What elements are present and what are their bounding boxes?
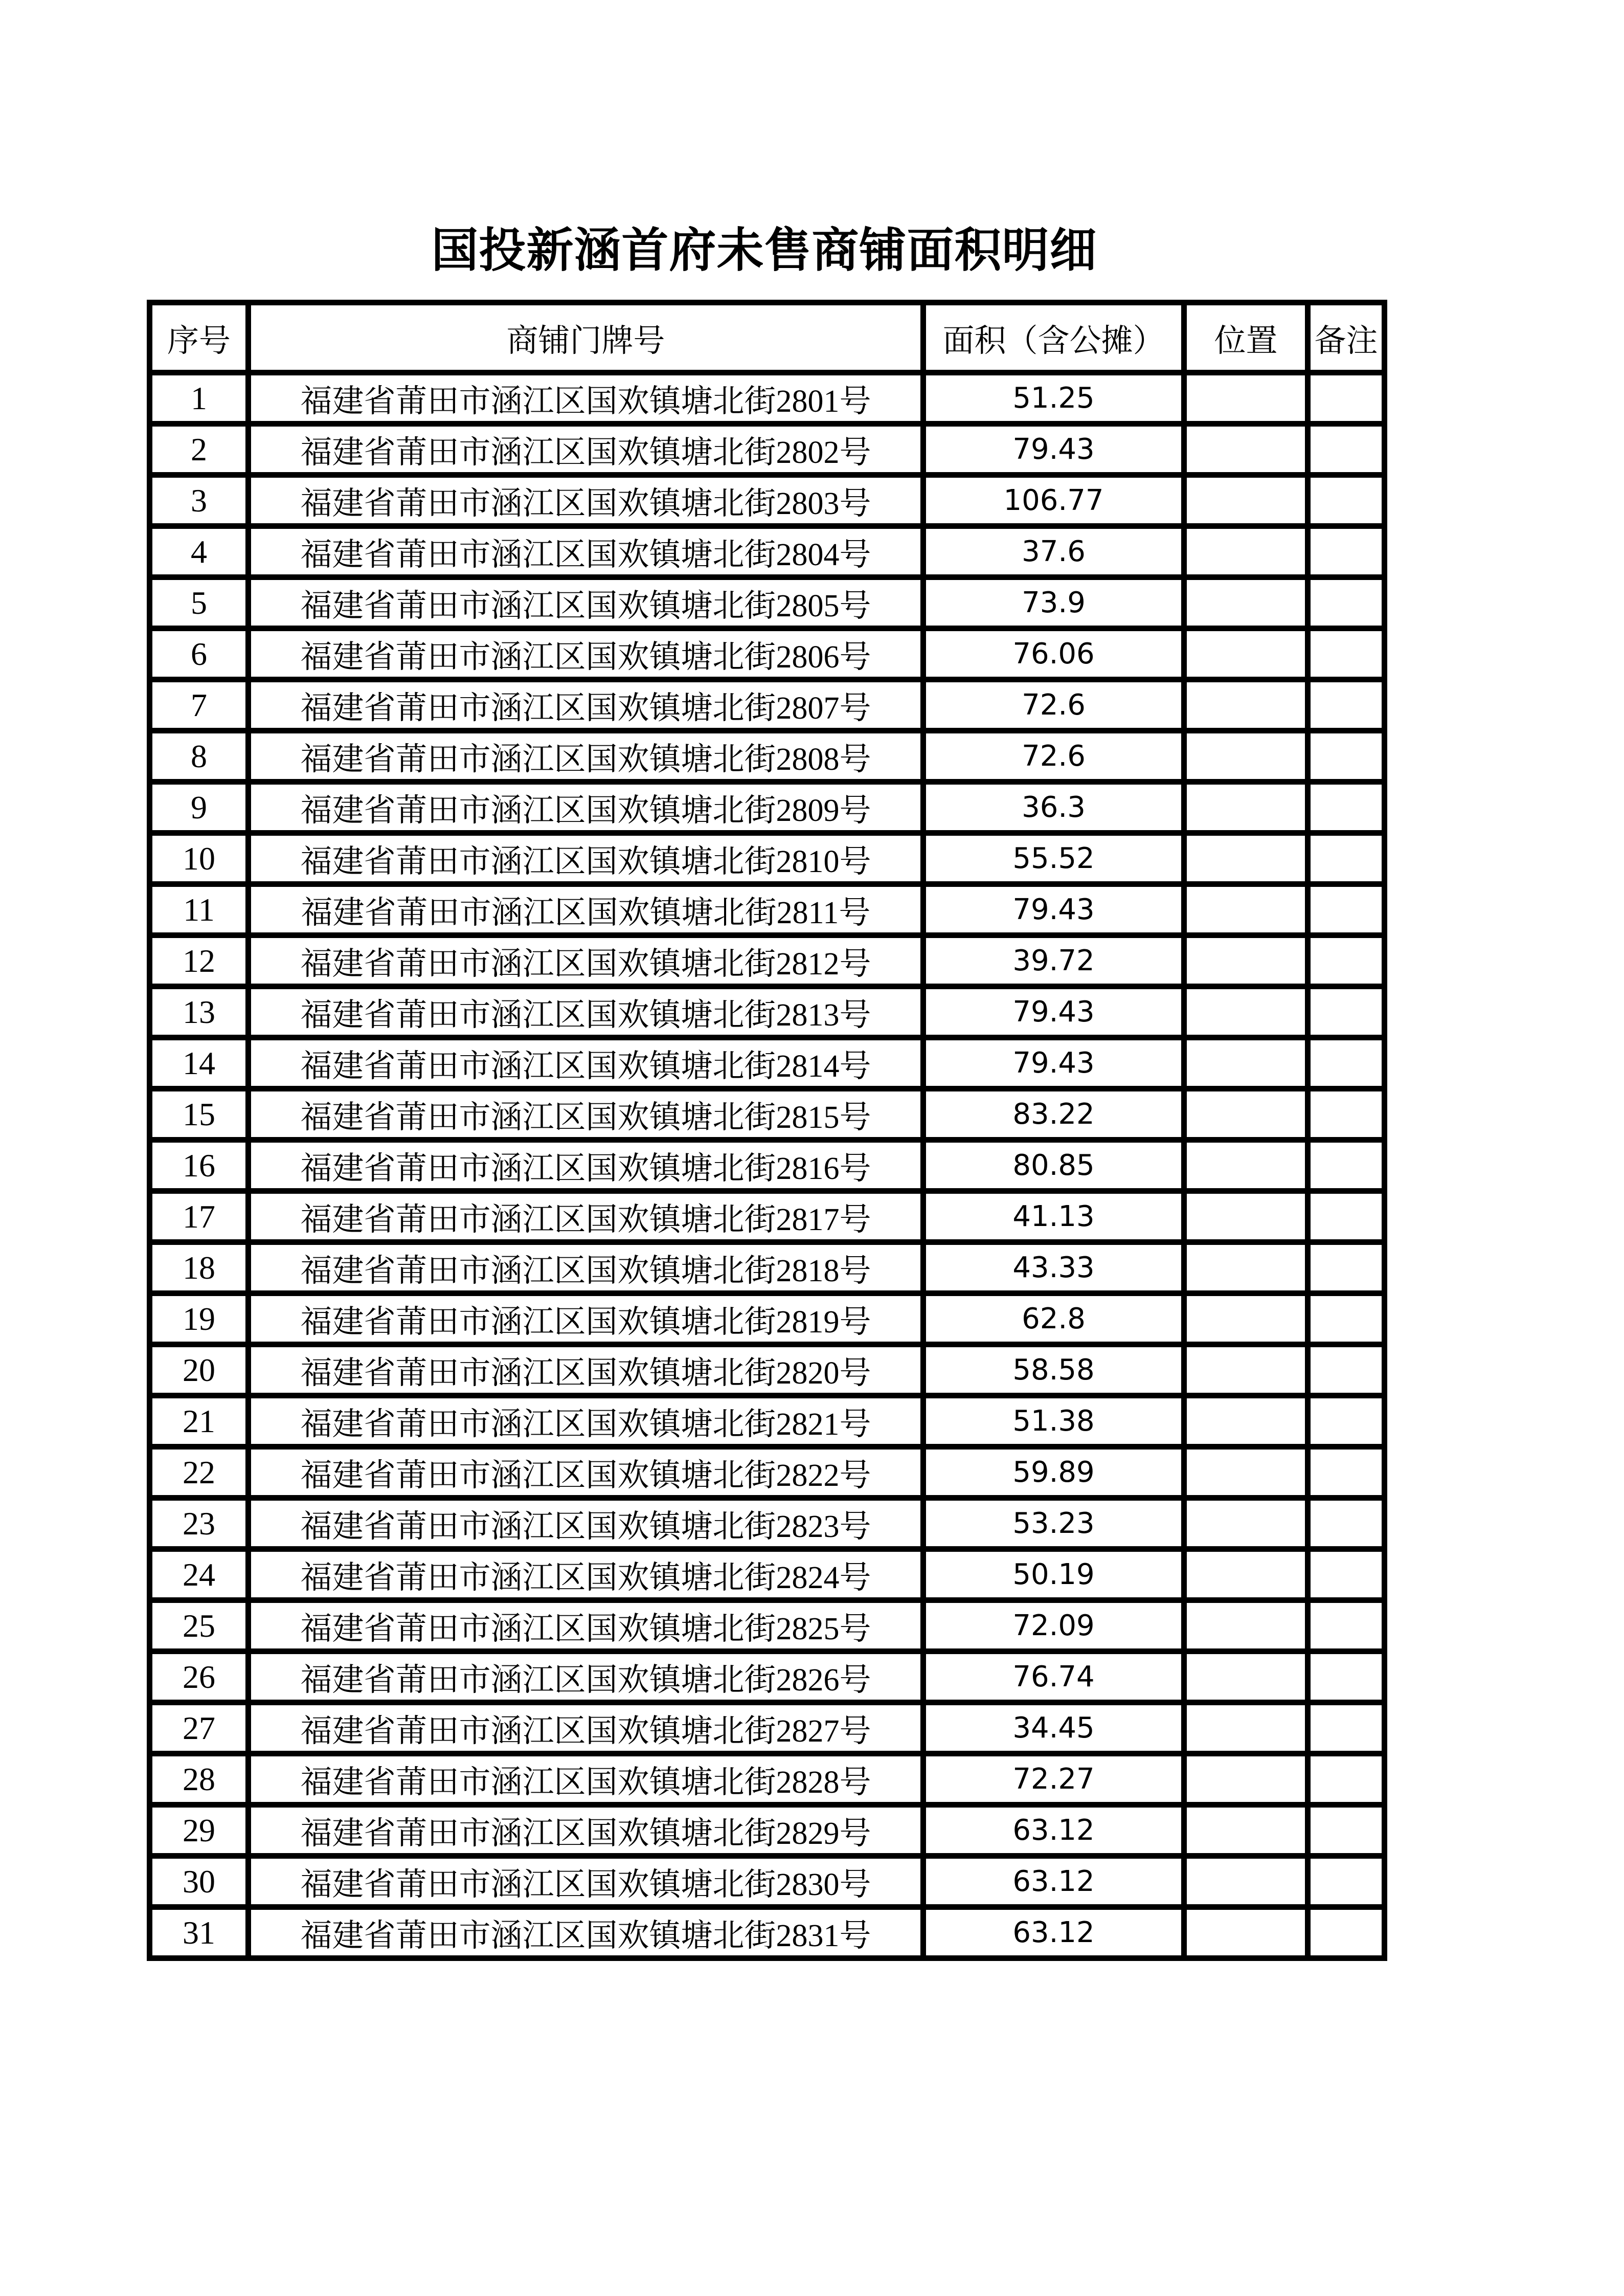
cell-location [1184, 526, 1308, 577]
cell-area: 83.22 [923, 1089, 1184, 1140]
cell-seq: 10 [150, 833, 249, 884]
cell-address: 福建省莆田市涵江区国欢镇塘北街2814号 [249, 1038, 923, 1089]
table-row [150, 1549, 1385, 1600]
cell-location [1184, 1294, 1308, 1345]
cell-address: 福建省莆田市涵江区国欢镇塘北街2815号 [249, 1089, 923, 1140]
cell-location [1184, 1396, 1308, 1447]
cell-location [1184, 629, 1308, 680]
cell-address: 福建省莆田市涵江区国欢镇塘北街2826号 [249, 1652, 923, 1703]
cell-location [1184, 1498, 1308, 1549]
cell-seq: 27 [150, 1703, 249, 1754]
cell-address: 福建省莆田市涵江区国欢镇塘北街2818号 [249, 1242, 923, 1294]
cell-remark [1308, 1089, 1385, 1140]
cell-seq: 16 [150, 1140, 249, 1191]
cell-remark [1308, 1345, 1385, 1396]
cell-area: 62.8 [923, 1294, 1184, 1345]
cell-address: 福建省莆田市涵江区国欢镇塘北街2816号 [249, 1140, 923, 1191]
table-row [150, 1345, 1385, 1396]
cell-address: 福建省莆田市涵江区国欢镇塘北街2806号 [249, 629, 923, 680]
cell-area: 53.23 [923, 1498, 1184, 1549]
cell-seq: 18 [150, 1242, 249, 1294]
table-row [150, 935, 1385, 987]
cell-remark [1308, 1242, 1385, 1294]
cell-seq: 8 [150, 731, 249, 782]
cell-remark [1308, 577, 1385, 629]
cell-area: 51.38 [923, 1396, 1184, 1447]
cell-seq: 4 [150, 526, 249, 577]
cell-location [1184, 935, 1308, 987]
cell-location [1184, 1805, 1308, 1856]
cell-seq: 6 [150, 629, 249, 680]
cell-location [1184, 373, 1308, 424]
cell-seq: 22 [150, 1447, 249, 1498]
table-row [150, 424, 1385, 475]
cell-area: 51.25 [923, 373, 1184, 424]
cell-seq: 11 [150, 884, 249, 935]
cell-seq: 15 [150, 1089, 249, 1140]
cell-address: 福建省莆田市涵江区国欢镇塘北街2828号 [249, 1754, 923, 1805]
cell-location [1184, 1345, 1308, 1396]
cell-area: 80.85 [923, 1140, 1184, 1191]
cell-address: 福建省莆田市涵江区国欢镇塘北街2822号 [249, 1447, 923, 1498]
cell-seq: 21 [150, 1396, 249, 1447]
cell-seq: 29 [150, 1805, 249, 1856]
cell-area: 79.43 [923, 987, 1184, 1038]
cell-seq: 23 [150, 1498, 249, 1549]
cell-address: 福建省莆田市涵江区国欢镇塘北街2812号 [249, 935, 923, 987]
cell-remark [1308, 1140, 1385, 1191]
cell-location [1184, 1549, 1308, 1600]
cell-address: 福建省莆田市涵江区国欢镇塘北街2808号 [249, 731, 923, 782]
cell-seq: 28 [150, 1754, 249, 1805]
cell-remark [1308, 1856, 1385, 1907]
cell-area: 72.09 [923, 1600, 1184, 1652]
table-row [150, 833, 1385, 884]
table-row [150, 1498, 1385, 1549]
table-row [150, 577, 1385, 629]
cell-remark [1308, 1754, 1385, 1805]
table-row [150, 475, 1385, 526]
cell-seq: 13 [150, 987, 249, 1038]
cell-area: 37.6 [923, 526, 1184, 577]
table-row [150, 1907, 1385, 1958]
cell-address: 福建省莆田市涵江区国欢镇塘北街2825号 [249, 1600, 923, 1652]
cell-location [1184, 577, 1308, 629]
table-row [150, 1396, 1385, 1447]
cell-seq: 2 [150, 424, 249, 475]
header-remark: 备注 [1308, 303, 1385, 373]
cell-seq: 5 [150, 577, 249, 629]
table-row [150, 1294, 1385, 1345]
cell-location [1184, 1703, 1308, 1754]
cell-remark [1308, 1038, 1385, 1089]
table-row [150, 1447, 1385, 1498]
cell-location [1184, 782, 1308, 833]
table-row [150, 1652, 1385, 1703]
table-row [150, 680, 1385, 731]
cell-area: 76.06 [923, 629, 1184, 680]
cell-area: 58.58 [923, 1345, 1184, 1396]
cell-location [1184, 1907, 1308, 1958]
shops-table [147, 300, 1387, 1961]
cell-address: 福建省莆田市涵江区国欢镇塘北街2824号 [249, 1549, 923, 1600]
cell-address: 福建省莆田市涵江区国欢镇塘北街2830号 [249, 1856, 923, 1907]
cell-seq: 17 [150, 1191, 249, 1242]
cell-remark [1308, 680, 1385, 731]
cell-remark [1308, 1600, 1385, 1652]
table-row [150, 1191, 1385, 1242]
table-row [150, 526, 1385, 577]
cell-area: 34.45 [923, 1703, 1184, 1754]
cell-address: 福建省莆田市涵江区国欢镇塘北街2805号 [249, 577, 923, 629]
cell-address: 福建省莆田市涵江区国欢镇塘北街2804号 [249, 526, 923, 577]
table-row [150, 884, 1385, 935]
cell-remark [1308, 424, 1385, 475]
cell-remark [1308, 373, 1385, 424]
cell-location [1184, 731, 1308, 782]
cell-area: 76.74 [923, 1652, 1184, 1703]
cell-remark [1308, 1191, 1385, 1242]
table-row [150, 1856, 1385, 1907]
table-header-row [150, 303, 1385, 373]
table-row [150, 373, 1385, 424]
cell-address: 福建省莆田市涵江区国欢镇塘北街2831号 [249, 1907, 923, 1958]
cell-address: 福建省莆田市涵江区国欢镇塘北街2810号 [249, 833, 923, 884]
cell-seq: 26 [150, 1652, 249, 1703]
cell-area: 41.13 [923, 1191, 1184, 1242]
cell-location [1184, 1242, 1308, 1294]
cell-address: 福建省莆田市涵江区国欢镇塘北街2827号 [249, 1703, 923, 1754]
cell-location [1184, 1140, 1308, 1191]
cell-remark [1308, 526, 1385, 577]
cell-seq: 7 [150, 680, 249, 731]
cell-address: 福建省莆田市涵江区国欢镇塘北街2829号 [249, 1805, 923, 1856]
cell-area: 73.9 [923, 577, 1184, 629]
cell-address: 福建省莆田市涵江区国欢镇塘北街2809号 [249, 782, 923, 833]
cell-location [1184, 424, 1308, 475]
cell-address: 福建省莆田市涵江区国欢镇塘北街2813号 [249, 987, 923, 1038]
cell-remark [1308, 1907, 1385, 1958]
cell-remark [1308, 1703, 1385, 1754]
cell-location [1184, 1191, 1308, 1242]
cell-seq: 9 [150, 782, 249, 833]
cell-location [1184, 1089, 1308, 1140]
cell-area: 72.6 [923, 731, 1184, 782]
table-row [150, 1805, 1385, 1856]
cell-seq: 14 [150, 1038, 249, 1089]
header-seq: 序号 [150, 303, 249, 373]
table-row [150, 1703, 1385, 1754]
cell-remark [1308, 1549, 1385, 1600]
cell-location [1184, 1754, 1308, 1805]
header-address: 商铺门牌号 [249, 303, 923, 373]
table-row [150, 1754, 1385, 1805]
cell-area: 59.89 [923, 1447, 1184, 1498]
cell-area: 106.77 [923, 475, 1184, 526]
cell-area: 55.52 [923, 833, 1184, 884]
cell-seq: 25 [150, 1600, 249, 1652]
table-row [150, 629, 1385, 680]
cell-area: 79.43 [923, 1038, 1184, 1089]
cell-remark [1308, 1396, 1385, 1447]
cell-location [1184, 833, 1308, 884]
cell-location [1184, 1447, 1308, 1498]
cell-address: 福建省莆田市涵江区国欢镇塘北街2803号 [249, 475, 923, 526]
cell-area: 43.33 [923, 1242, 1184, 1294]
cell-address: 福建省莆田市涵江区国欢镇塘北街2801号 [249, 373, 923, 424]
cell-location [1184, 1600, 1308, 1652]
header-area: 面积（含公摊） [923, 303, 1184, 373]
cell-remark [1308, 935, 1385, 987]
cell-seq: 3 [150, 475, 249, 526]
cell-seq: 19 [150, 1294, 249, 1345]
cell-remark [1308, 987, 1385, 1038]
cell-location [1184, 1856, 1308, 1907]
cell-area: 63.12 [923, 1856, 1184, 1907]
cell-location [1184, 475, 1308, 526]
cell-location [1184, 680, 1308, 731]
cell-address: 福建省莆田市涵江区国欢镇塘北街2819号 [249, 1294, 923, 1345]
cell-seq: 31 [150, 1907, 249, 1958]
cell-remark [1308, 833, 1385, 884]
cell-area: 79.43 [923, 884, 1184, 935]
cell-remark [1308, 731, 1385, 782]
cell-remark [1308, 475, 1385, 526]
table-row [150, 1089, 1385, 1140]
cell-remark [1308, 1294, 1385, 1345]
table-row [150, 782, 1385, 833]
cell-area: 79.43 [923, 424, 1184, 475]
cell-area: 63.12 [923, 1907, 1184, 1958]
cell-remark [1308, 1447, 1385, 1498]
cell-remark [1308, 782, 1385, 833]
cell-address: 福建省莆田市涵江区国欢镇塘北街2823号 [249, 1498, 923, 1549]
table-body [150, 373, 1385, 1958]
table-row [150, 1600, 1385, 1652]
cell-area: 63.12 [923, 1805, 1184, 1856]
header-location: 位置 [1184, 303, 1308, 373]
cell-address: 福建省莆田市涵江区国欢镇塘北街2820号 [249, 1345, 923, 1396]
table-row [150, 987, 1385, 1038]
cell-remark [1308, 1498, 1385, 1549]
cell-seq: 20 [150, 1345, 249, 1396]
cell-seq: 1 [150, 373, 249, 424]
table-row [150, 1140, 1385, 1191]
cell-area: 72.27 [923, 1754, 1184, 1805]
cell-remark [1308, 1805, 1385, 1856]
cell-location [1184, 1652, 1308, 1703]
cell-seq: 30 [150, 1856, 249, 1907]
cell-address: 福建省莆田市涵江区国欢镇塘北街2821号 [249, 1396, 923, 1447]
cell-area: 72.6 [923, 680, 1184, 731]
table-row [150, 1242, 1385, 1294]
cell-address: 福建省莆田市涵江区国欢镇塘北街2817号 [249, 1191, 923, 1242]
cell-location [1184, 884, 1308, 935]
table-row [150, 1038, 1385, 1089]
cell-address: 福建省莆田市涵江区国欢镇塘北街2811号 [249, 884, 923, 935]
cell-address: 福建省莆田市涵江区国欢镇塘北街2802号 [249, 424, 923, 475]
cell-location [1184, 1038, 1308, 1089]
cell-area: 36.3 [923, 782, 1184, 833]
cell-seq: 12 [150, 935, 249, 987]
cell-location [1184, 987, 1308, 1038]
cell-remark [1308, 884, 1385, 935]
cell-remark [1308, 629, 1385, 680]
table-row [150, 731, 1385, 782]
cell-address: 福建省莆田市涵江区国欢镇塘北街2807号 [249, 680, 923, 731]
cell-area: 50.19 [923, 1549, 1184, 1600]
cell-area: 39.72 [923, 935, 1184, 987]
cell-seq: 24 [150, 1549, 249, 1600]
page-title: 国投新涵首府未售商铺面积明细 [431, 225, 1097, 277]
cell-remark [1308, 1652, 1385, 1703]
